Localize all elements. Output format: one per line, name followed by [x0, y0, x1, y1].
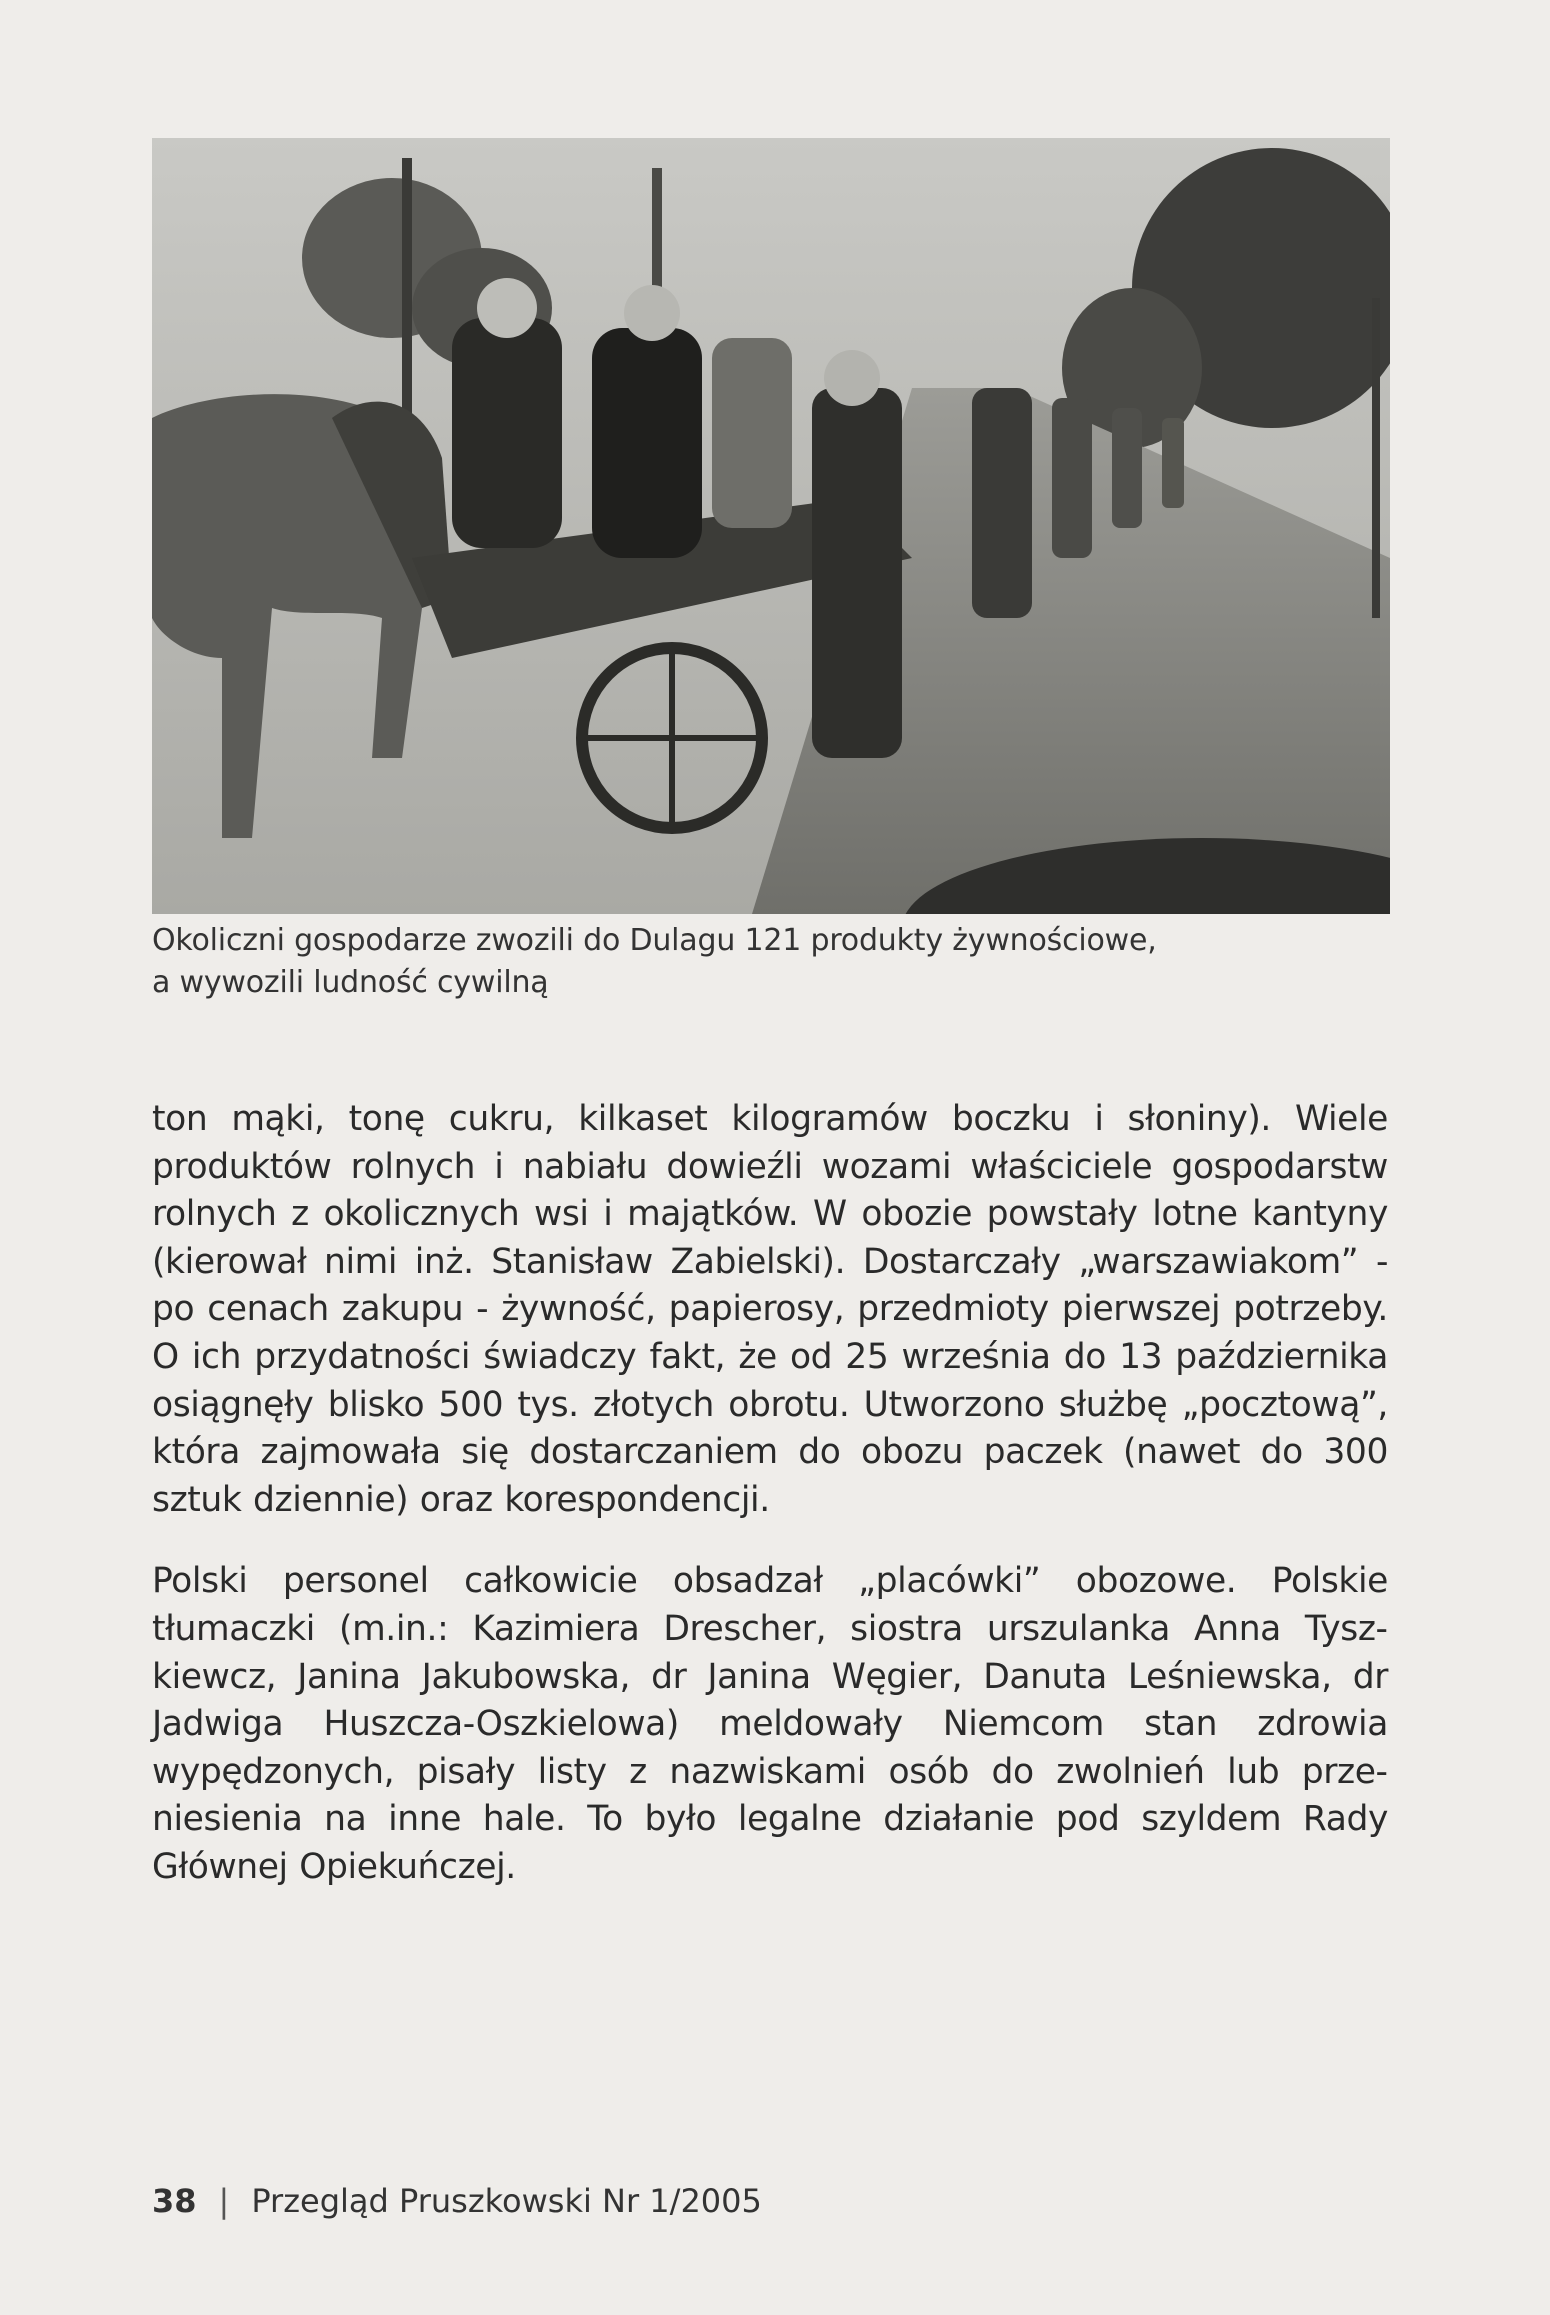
photo-caption	[152, 920, 1392, 1004]
page-footer	[152, 2182, 762, 2220]
paragraph-2: Polski personel całkowicie obsadzał „placówki” obozowe. Polskie tłumaczki (m.in.: Kazimiera Drescher, siostra urszulanka Anna Tyszkiewcz, Janina Jakubowska, dr Janina Węgier, Danuta Leśniewska, dr Jadwiga Huszcza-Oszkielowa) meldowały Niemcom stan zdrowia wypędzonych, pisały listy z nazwiskami osób do zwolnień lub przeniesienia na inne hale. To było legalne działanie pod szyldem Rady Głównej Opiekuńczej.	[152, 1561, 1388, 1887]
caption-line-2: a wywozili ludność cywilną	[152, 965, 549, 1000]
footer-separator: |	[218, 2182, 230, 2220]
publication-title: Przegląd Pruszkowski Nr 1/2005	[251, 2182, 762, 2220]
caption-line-1: Okoliczni gospodarze zwozili do Dulagu 121 produkty żywnościowe,	[152, 923, 1157, 958]
photograph-horse-cart-street	[152, 138, 1390, 914]
paragraph-1: ton mąki, tonę cukru, kilkaset kilogramów boczku i słoniny). Wiele produktów rolnych i nabiału dowieźli wozami właściciele gospodarstw rolnych z okolicznych wsi i majątków. W obozie powstały lotne kantyny (kierował nimi inż. Stanisław Zabielski). Dostarczały „warszawiakom” - po cenach zakupu - żywność, papierosy, przedmioty pierwszej potrzeby. O ich przydatności świadczy fakt, że od 25 września do 13 października osiągnęły blisko 500 tys. złotych obrotu. Utworzono służbę „pocztową”, która zajmowała się dostarczaniem do obozu paczek (nawet do 300 sztuk dziennie) oraz korespondencji.	[152, 1099, 1388, 1520]
article-body	[152, 1096, 1388, 1926]
page-number: 38	[152, 2182, 197, 2220]
